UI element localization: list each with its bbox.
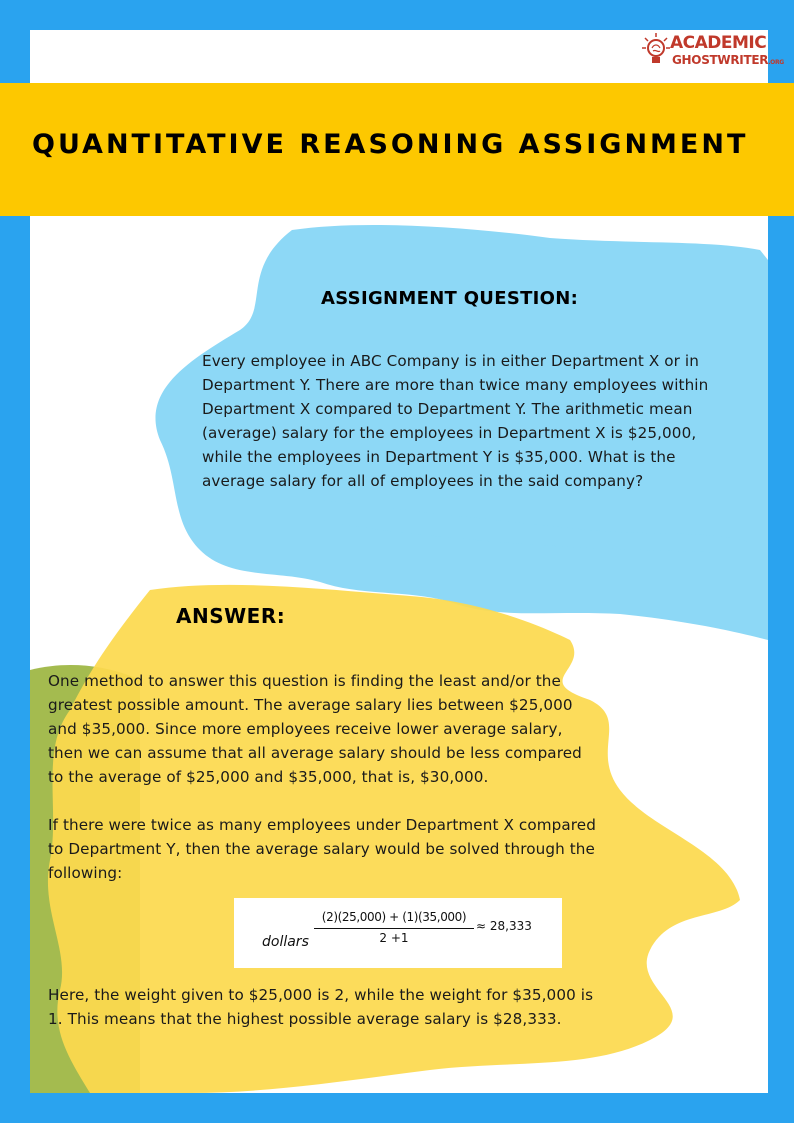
formula-numerator: (2)(25,000) + (1)(35,000) bbox=[321, 910, 467, 924]
lightbulb-brain-icon bbox=[642, 32, 670, 72]
answer-heading: ANSWER: bbox=[176, 604, 286, 628]
logo-line2 bbox=[672, 53, 784, 67]
logo-line1: ACADEMIC bbox=[670, 33, 767, 53]
formula-image bbox=[234, 898, 562, 968]
question-heading: ASSIGNMENT QUESTION: bbox=[321, 288, 579, 309]
logo-line2-main: GHOSTWRITER bbox=[672, 53, 769, 67]
academic-ghostwriter-logo bbox=[642, 30, 784, 78]
formula-fraction-bar bbox=[314, 928, 474, 929]
formula-unit: dollars bbox=[262, 934, 309, 950]
page-title: QUANTITATIVE REASONING ASSIGNMENT bbox=[32, 129, 749, 160]
answer-paragraph-2: If there were twice as many employees under Department X compared to Department Y, then the average salary would be solved through the following: bbox=[48, 816, 596, 882]
logo-line2-suffix: .ORG bbox=[768, 59, 784, 66]
formula-result: ≈ 28,333 bbox=[476, 919, 532, 933]
formula-denominator: 2 +1 bbox=[379, 931, 409, 945]
answer-paragraph-1: One method to answer this question is finding the least and/or the greatest possible amount. The average salary lies between $25,000 and $35,000. Since more employees receive lower average salary, then we can assume that all average salary should be less compared to the average of $25,000 and $35,000, that is, $30,000. bbox=[48, 672, 582, 786]
answer-paragraph-3: Here, the weight given to $25,000 is 2, while the weight for $35,000 is 1. This means that the highest possible average salary is $28,333. bbox=[48, 986, 594, 1028]
title-banner bbox=[0, 83, 794, 216]
question-text: Every employee in ABC Company is in either Department X or in Department Y. There are more than twice many employees within Department X compared to Department Y. The arithmetic mean (average) salary for the employees in Department X is $25,000, while the employees in Department Y is $35,000. What is the average salary for all of employees in the said company? bbox=[202, 352, 709, 490]
